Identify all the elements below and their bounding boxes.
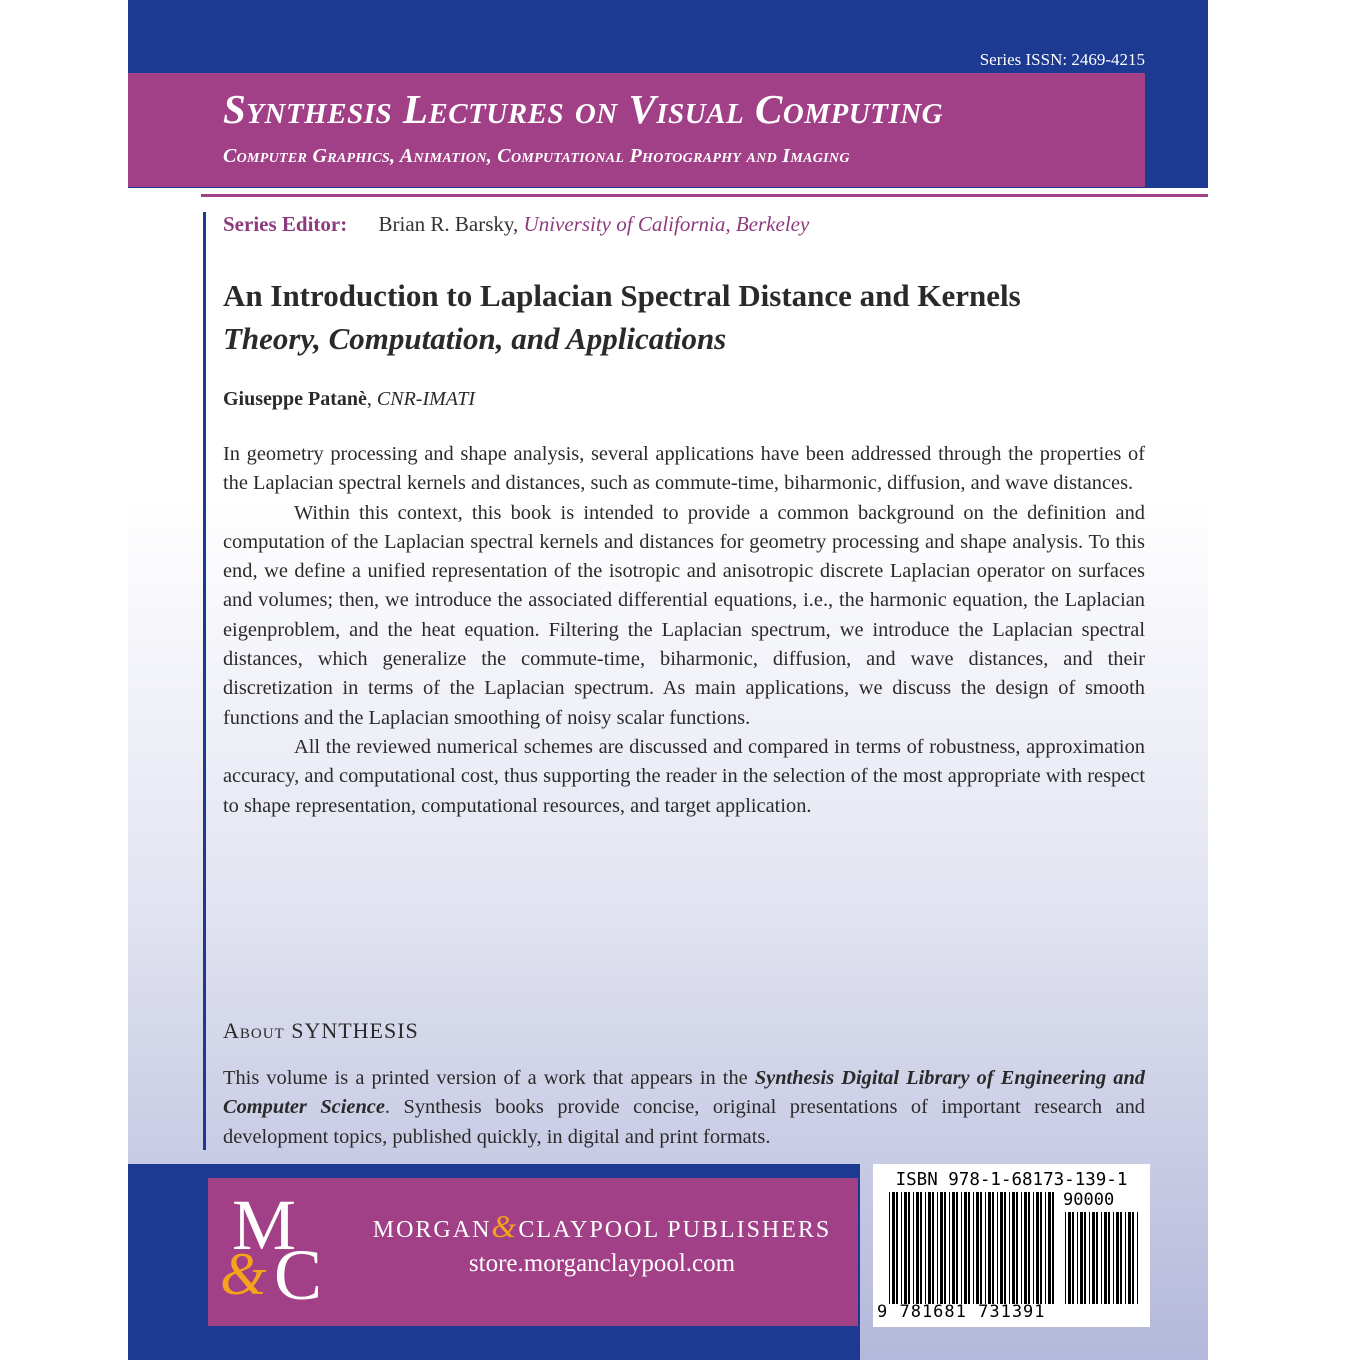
about-synthesis-heading: About SYNTHESIS (223, 1018, 419, 1043)
barcode-digits: 9 781681 731391 (877, 1302, 1046, 1322)
isbn-barcode (873, 1164, 1150, 1327)
publisher-ampersand: & (491, 1208, 519, 1244)
author-name: Giuseppe Patanè (223, 388, 367, 410)
book-subtitle: Theory, Computation, and Applications (223, 321, 727, 356)
publisher-store-link[interactable]: store.morganclaypool.com (468, 1250, 736, 1277)
book-title: An Introduction to Laplacian Spectral Distance and Kernels (223, 278, 1021, 313)
synthesis-library-name: Synthesis Digital Library of Engineering and Computer Science (223, 1067, 1145, 1119)
about-text-rest: . Synthesis books provide concise, original presentations of important research and development topics, published quickly, in digital and print formats. (223, 1096, 1145, 1148)
series-subtitle: Computer Graphics, Animation, Computational Photography and Imaging (223, 145, 850, 167)
author-affiliation: CNR-IMATI (376, 388, 476, 410)
publisher-name-part: MORGAN (372, 1217, 492, 1243)
barcode-addon-bars (1063, 1212, 1143, 1304)
abstract-paragraph: In geometry processing and shape analysis, several applications have been addressed through the properties of the Laplacian spectral kernels and distances, such as commute-time, biharmonic, diffusion, and wave distances. (223, 443, 1145, 495)
series-issn: Series ISSN: 2469-4215 (979, 50, 1145, 69)
series-title: Synthesis Lectures on Visual Computing (223, 86, 944, 132)
book-back-cover (128, 0, 1208, 1360)
abstract-paragraph: All the reviewed numerical schemes are discussed and compared in terms of robustness, approximation accuracy, and computational cost, thus supporting the reader in the selection of the most appropriate with respect to shape representation, computational resources, and target application. (223, 735, 1145, 817)
series-editor-label: Series Editor: (223, 212, 348, 236)
vertical-accent-rule (203, 212, 206, 1150)
logo-ampersand: & (220, 1241, 267, 1307)
publisher-info-box (346, 1178, 858, 1326)
publisher-name (346, 1208, 858, 1245)
publisher-name-part: CLAYPOOL PUBLISHERS (518, 1217, 832, 1243)
barcode-main-bars (887, 1192, 1059, 1304)
book-abstract (223, 440, 1145, 821)
logo-letter-c: C (274, 1235, 323, 1315)
series-editor-name: Brian R. Barsky, (378, 212, 519, 236)
barcode-price-code: 90000 (1063, 1190, 1115, 1210)
publisher-logo (208, 1178, 348, 1326)
about-synthesis-text (223, 1064, 1145, 1152)
header-divider (201, 194, 1208, 197)
author-line: Giuseppe Patanè, CNR-IMATI (223, 388, 476, 410)
logo-letter-m: M (232, 1185, 297, 1265)
series-editor-line (223, 212, 809, 237)
about-text-intro: This volume is a printed version of a work that appears in the (223, 1067, 755, 1089)
abstract-paragraph: Within this context, this book is intended to provide a common background on the definition and computation of the Laplacian spectral kernels and distances for geometry processing and shape analysis. To this end, we define a unified representation of the isotropic and anisotropic discrete Laplacian operator on surfaces and volumes; then, we introduce the associated differential equations, i.e., the harmonic equation, the Laplacian eigenproblem, and the heat equation. Filtering the Laplacian spectrum, we introduce the Laplacian spectral distances, which generalize the commute-time, biharmonic, diffusion, and wave distances, and their discretization in terms of the Laplacian spectrum. As main applications, we discuss the design of smooth functions and the Laplacian smoothing of noisy scalar functions. (223, 501, 1145, 729)
series-editor-affiliation: University of California, Berkeley (523, 212, 810, 236)
series-title-box (128, 73, 1145, 187)
isbn-number: ISBN 978-1-68173-139-1 (895, 1170, 1128, 1190)
